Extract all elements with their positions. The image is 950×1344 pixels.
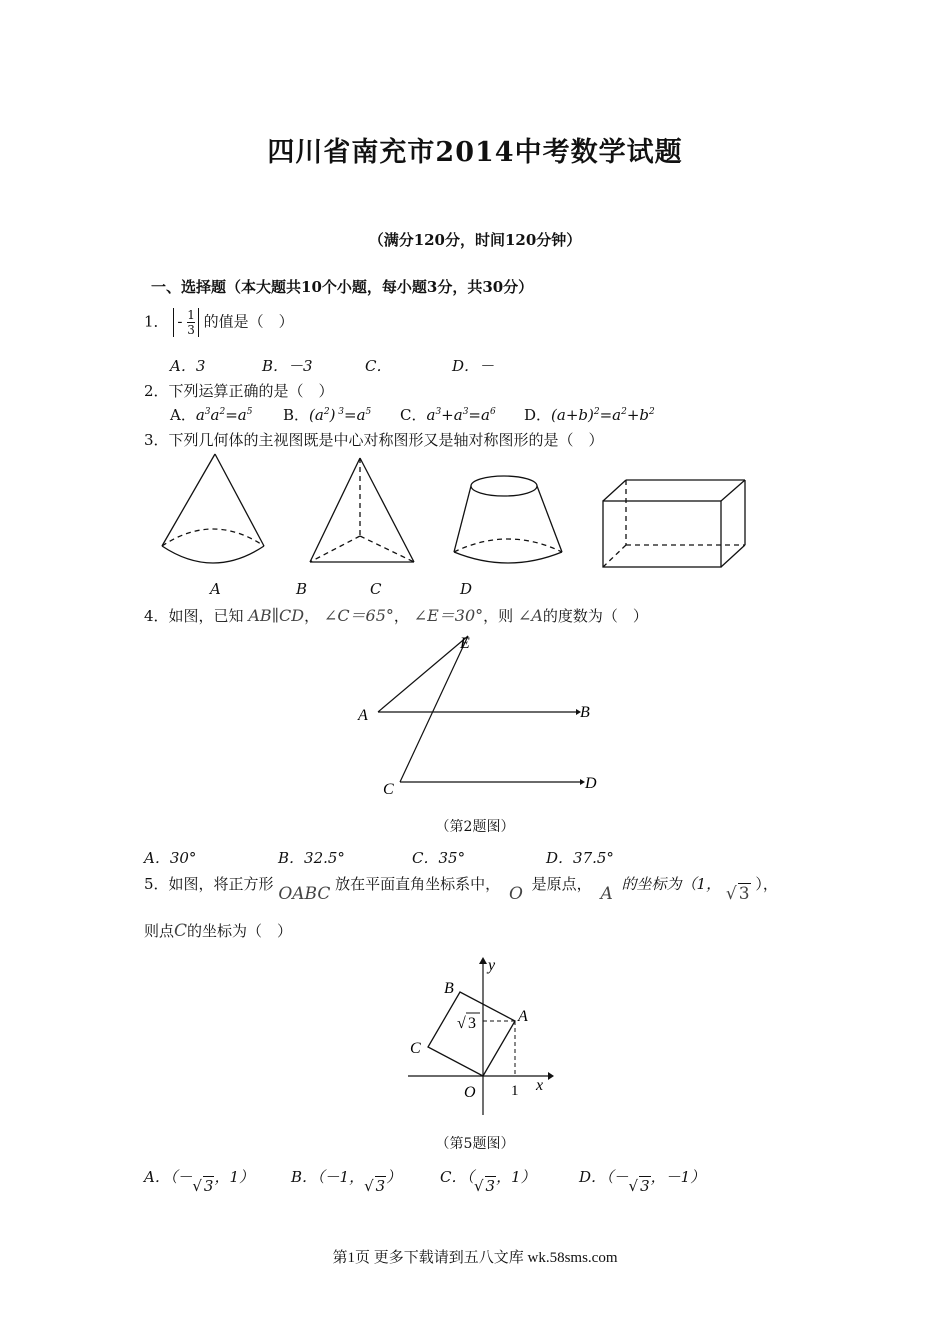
q5-axis-x: x xyxy=(536,1077,544,1094)
q4-caption: （第2题图） xyxy=(435,819,515,835)
q5-option-b: B．（－1，√ 3） xyxy=(291,1168,402,1195)
q3-label-a: A xyxy=(210,580,221,598)
q1-option-c: C． xyxy=(365,357,392,375)
q4-point-b: B xyxy=(580,704,590,721)
cone-icon xyxy=(162,454,264,563)
q1-option-b: B．－3 xyxy=(262,357,313,375)
page-title: 四川省南充市2014中考数学试题 xyxy=(267,137,683,168)
q5-point-o: O xyxy=(464,1084,476,1101)
q5-coordinate-figure xyxy=(400,950,560,1120)
question-5: 5．如图，将正方形 OABC 放在平面直角坐标系中， O 是原点， A 的坐标为（1， √ 3 ）， xyxy=(144,875,778,904)
q3-label-c: C xyxy=(370,580,382,598)
q3-label-b: B xyxy=(296,580,308,598)
q1-abs-value: - $\frac{1}{3}$ xyxy=(173,308,199,337)
q5-axis-y: y xyxy=(488,957,496,974)
q1-fraction: $\frac{1}{3}$ xyxy=(187,308,195,337)
q5-option-a: A．（－√ 3，1） xyxy=(144,1168,254,1195)
q2-option-b: B．$(a^2)$ $^3=a^5$ xyxy=(283,406,372,424)
q2-option-a: A．$a^3a^2=a^5$ xyxy=(170,406,253,424)
q4-point-e: E xyxy=(460,635,470,652)
q3-solids-figure xyxy=(150,450,760,580)
q5-sqrt-value: 3 xyxy=(468,1015,476,1032)
q4-point-c: C xyxy=(383,781,394,798)
q1-stem: 的值是（ ） xyxy=(203,312,294,331)
q4-point-a: A xyxy=(358,707,368,724)
question-2: 2．下列运算正确的是（ ） xyxy=(144,382,334,400)
q5-option-d: D．（－√ 3，－1） xyxy=(579,1168,706,1195)
q5-point-a: A xyxy=(518,1008,528,1025)
q5-point-c: C xyxy=(410,1040,421,1057)
question-5-continued: 则点C的坐标为（ ） xyxy=(144,921,293,941)
q5-tick-one: 1 xyxy=(511,1083,519,1099)
q1-option-d: D．－ xyxy=(452,357,495,375)
q1-option-a: A．3 xyxy=(170,357,206,375)
cuboid-icon xyxy=(603,480,745,567)
q4-figure xyxy=(350,630,610,800)
question-3: 3．下列几何体的主视图既是中心对称图形又是轴对称图形的是（ ） xyxy=(144,431,604,449)
q3-label-d: D xyxy=(460,580,473,598)
q2-option-c: C．$a^3+a^3=a^6$ xyxy=(400,406,496,424)
q4-option-d: D．37.5° xyxy=(546,849,614,867)
exam-info: （满分120分，时间120分钟） xyxy=(368,231,582,249)
question-1 xyxy=(144,308,294,337)
q5-option-c: C．（√ 3，1） xyxy=(440,1168,536,1195)
question-4: 4．如图，已知 AB∥CD， ∠C＝65°， ∠E＝30°，则 ∠A的度数为（ ） xyxy=(144,606,648,625)
q5-caption: （第5题图） xyxy=(435,1136,515,1152)
pyramid-icon xyxy=(310,458,414,562)
frustum-icon xyxy=(454,476,562,563)
q4-option-b: B．32.5° xyxy=(278,849,345,867)
q4-option-a: A．30° xyxy=(144,849,197,867)
q5-sqrt-symbol: √ xyxy=(457,1015,466,1032)
q1-number: 1． xyxy=(144,312,169,331)
section-heading: 一、选择题（本大题共10个小题，每小题3分，共30分） xyxy=(151,278,534,296)
q3-stem: 下列几何体的主视图既是中心对称图形又是轴对称图形的是（ ） xyxy=(168,431,604,449)
q2-stem: 下列运算正确的是（ ） xyxy=(168,382,334,400)
q5-point-b: B xyxy=(444,980,454,997)
page-footer: 第1页 更多下载请到五八文库 wk.58sms.com xyxy=(332,1250,618,1266)
q4-option-c: C．35° xyxy=(412,849,466,867)
q4-point-d: D xyxy=(585,775,597,792)
q2-option-d: D．$(a+b)^2=a^2+b^2$ xyxy=(524,406,655,424)
